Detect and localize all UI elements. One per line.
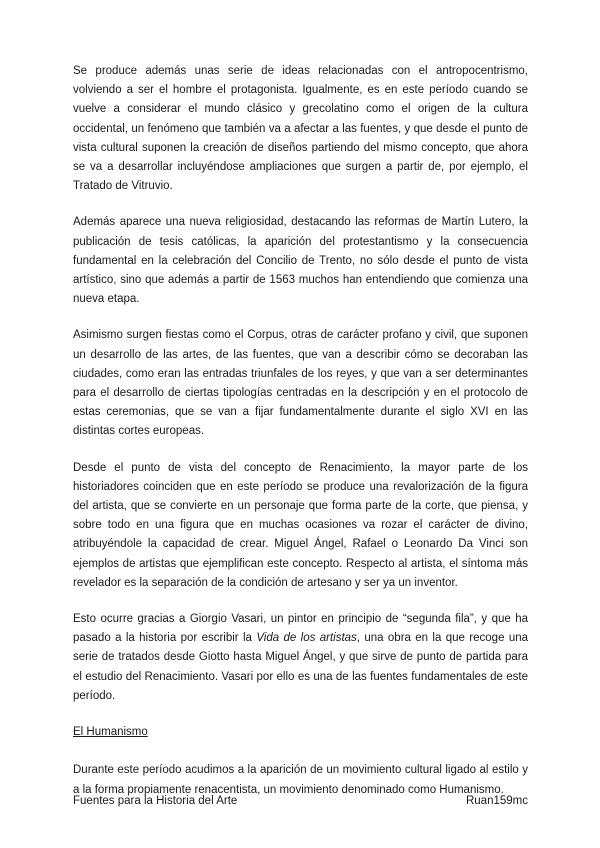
book-title: Vida de los artistas: [256, 632, 357, 645]
footer-right: Ruan159mc: [465, 795, 528, 807]
paragraph-antropocentrismo: Se produce además unas serie de ideas relacionadas con el antropocentrismo, volviendo a ser el hombre el protagonista. Igualmente, es en este período cuando se vuelve a considerar el mundo clásico y grecolatino como el origen de la cultura occidental, un fenómeno que también va a afectar a las fuentes, y que desde el punto de vista cultural suponen la creación de diseños partiendo del mismo concepto, que ahora se va a desarrollar incluyéndose ampliaciones que surgen a partir de, por ejemplo, el Tratado de Vitruvio.: [73, 65, 528, 193]
paragraph-vasari: [73, 610, 528, 706]
paragraph-fiestas: Asimismo surgen fiestas como el Corpus, otras de carácter profano y civil, que suponen un desarrollo de las artes, de las fuentes, que van a describir cómo se decoraban las ciudades, como eran las entradas triunfales de los reyes, y que van a ser determinantes para el desarrollo de ciertas tipologías centradas en la descripción y en el protocolo de estas ceremonias, que se van a fijar fundamentalmente durante el siglo XVI en las distintas cortes europeas.: [73, 329, 528, 438]
document-body: [73, 62, 528, 817]
vasari-text-end: , una obra en la que recoge una serie de tratados desde Giotto hasta Miguel Ángel, y que sirve de punto de partida para el estudio del Renacimiento. Vasari por ello es una de las fuentes fundamentales de este período.: [73, 632, 529, 702]
section-heading: El Humanismo: [73, 726, 148, 739]
footer-left: Fuentes para la Historia del Arte: [73, 795, 238, 807]
paragraph-humanismo: Durante este período acudimos a la aparición de un movimiento cultural ligado al estilo y a la forma propiamente renacentista, un movimiento denominado como Humanismo.: [73, 764, 528, 796]
paragraph-religiosidad: Además aparece una nueva religiosidad, destacando las reformas de Martín Lutero, la publicación de tesis católicas, la aparición del protestantismo y la consecuencia fundamental en la celebración del Concilio de Trento, no sólo desde el punto de vista artístico, sino que además a partir de 1563 muchos han entendiendo que comienza una nueva etapa.: [73, 216, 528, 306]
paragraph-renacimiento: Desde el punto de vista del concepto de Renacimiento, la mayor parte de los historiadores coinciden que en este período se produce una revalorización de la figura del artista, que se convierte en un personaje que forma parte de la corte, que piensa, y sobre todo en una figura que en muchas ocasiones va rozar el carácter de divino, atribuyéndole la capacidad de crear. Miguel Ángel, Rafael o Leonardo Da Vinci son ejemplos de artistas que ejemplifican este concepto. Respecto al artista, el síntoma más revelador es la separación de la condición de artesano y ser ya un inventor.: [73, 461, 528, 589]
vasari-text-start: Esto ocurre gracias a Giorgio Vasari, un pintor en principio de “segunda fila”, y que ha pasado a la historia por escribir la: [73, 613, 528, 645]
page-footer: [73, 795, 528, 807]
